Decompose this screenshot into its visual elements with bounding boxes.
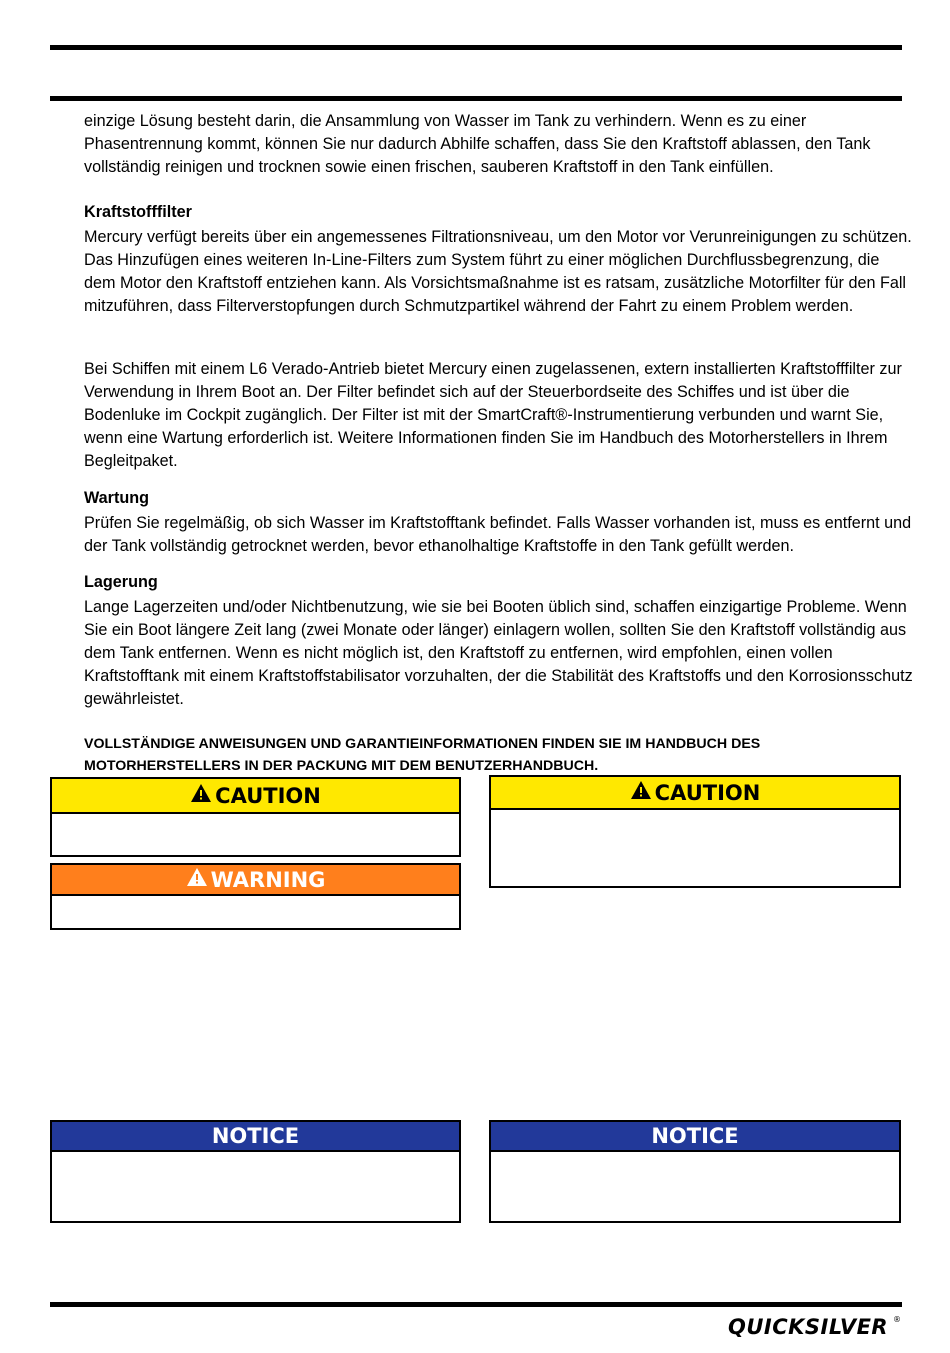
brand-logo: QUICKSILVER bbox=[728, 1315, 889, 1339]
caution-label: CAUTION bbox=[215, 783, 321, 808]
fuel-filter-paragraph-1: Mercury verfügt bereits über ein angemessenes Filtrationsniveau, um den Motor vor Verunreinigungen zu schützen. Das Hinzufügen eines weiteren In-Line-Filters zum System führt zu einer möglichen Durchflussbegrenzung, die dem Motor den Kraftstoff entziehen kann. Als Vorsichtsmaßnahme ist es ratsam, zusätzliche Motorfilter für den Fall mitzuführen, dass Filterverstopfungen durch Schmutzpartikel während der Fahrt zu einem Problem werden. bbox=[84, 228, 912, 315]
fuel-filter-paragraph-2: Bei Schiffen mit einem L6 Verado-Antrieb bietet Mercury einen zugelassenen, extern installierten Kraftstofffilter zur Verwendung in Ihrem Boot an. Der Filter befindet sich auf der Steuerbordseite des Schiffes und ist über die Bodenluke im Cockpit zugänglich. Der Filter ist mit der SmartCraft®-Instrumentierung verbunden und warnt Sie, wenn eine Wartung erforderlich ist. Weitere Informationen finden Sie im Handbuch des Motorherstellers in Ihrem Begleitpaket. bbox=[84, 360, 902, 470]
warning-header bbox=[52, 865, 459, 896]
registered-mark: ® bbox=[893, 1315, 901, 1324]
intro-paragraph: einzige Lösung besteht darin, die Ansammlung von Wasser im Tank zu verhindern. Wenn es zu einer Phasentrennung kommt, können Sie nur dadurch Abhilfe schaffen, dass Sie den Kraftstoff ablassen, den Tank vollständig reinigen und trocknen sowie einen frischen, sauberen Kraftstoff in den Tank einfüllen. bbox=[84, 112, 871, 176]
section-heading-storage: Lagerung bbox=[84, 573, 158, 591]
caution-header bbox=[52, 779, 459, 814]
section-heading-maintenance: Wartung bbox=[84, 489, 150, 507]
alert-triangle-icon bbox=[630, 780, 652, 805]
notice-box-right bbox=[489, 1120, 901, 1223]
instructions-notice: VOLLSTÄNDIGE ANWEISUNGEN UND GARANTIEINFORMATIONEN FINDEN SIE IM HANDBUCH DES MOTORHERSTELLERS IN DER PACKUNG MIT DEM BENUTZERHANDBUCH. bbox=[84, 736, 761, 774]
notice-header bbox=[491, 1122, 899, 1152]
storage-paragraph: Lange Lagerzeiten und/oder Nichtbenutzung, wie sie bei Booten üblich sind, schaffen einzigartige Probleme. Wenn Sie ein Boot längere Zeit lang (zwei Monate oder länger) einlagern wollen, sollten Sie den Kraftstoff vollständig aus dem Tank entfernen. Wenn es nicht möglich ist, den Kraftstoff zu entfernen, wird empfohlen, einen vollen Kraftstofftank mit einem Kraftstoffstabilisator vorzuhalten, der die Stabilität des Kraftstoffs und den Korrosionsschutz gewährleistet. bbox=[84, 598, 913, 708]
caution-header bbox=[491, 777, 899, 810]
caution-box-left bbox=[50, 777, 461, 857]
caution-label: CAUTION bbox=[654, 780, 761, 805]
notice-label: NOTICE bbox=[651, 1124, 739, 1148]
warning-label: WARNING bbox=[210, 867, 326, 892]
alert-triangle-icon bbox=[186, 867, 208, 892]
maintenance-paragraph: Prüfen Sie regelmäßig, ob sich Wasser im Kraftstofftank befindet. Falls Wasser vorhanden ist, muss es entfernt und der Tank vollständig getrocknet werden, bevor ethanolhaltige Kraftstoffe in den Tank gefüllt werden. bbox=[84, 514, 912, 555]
notice-box-left bbox=[50, 1120, 461, 1223]
header-rule-top bbox=[50, 45, 902, 50]
footer-rule bbox=[50, 1302, 902, 1307]
warning-box-left bbox=[50, 863, 461, 930]
caution-box-right bbox=[489, 775, 901, 888]
notice-header bbox=[52, 1122, 459, 1152]
section-heading-fuel-filter: Kraftstofffilter bbox=[84, 203, 192, 221]
alert-triangle-icon bbox=[190, 783, 212, 808]
header-rule-bottom bbox=[50, 96, 902, 101]
notice-label: NOTICE bbox=[211, 1124, 300, 1148]
